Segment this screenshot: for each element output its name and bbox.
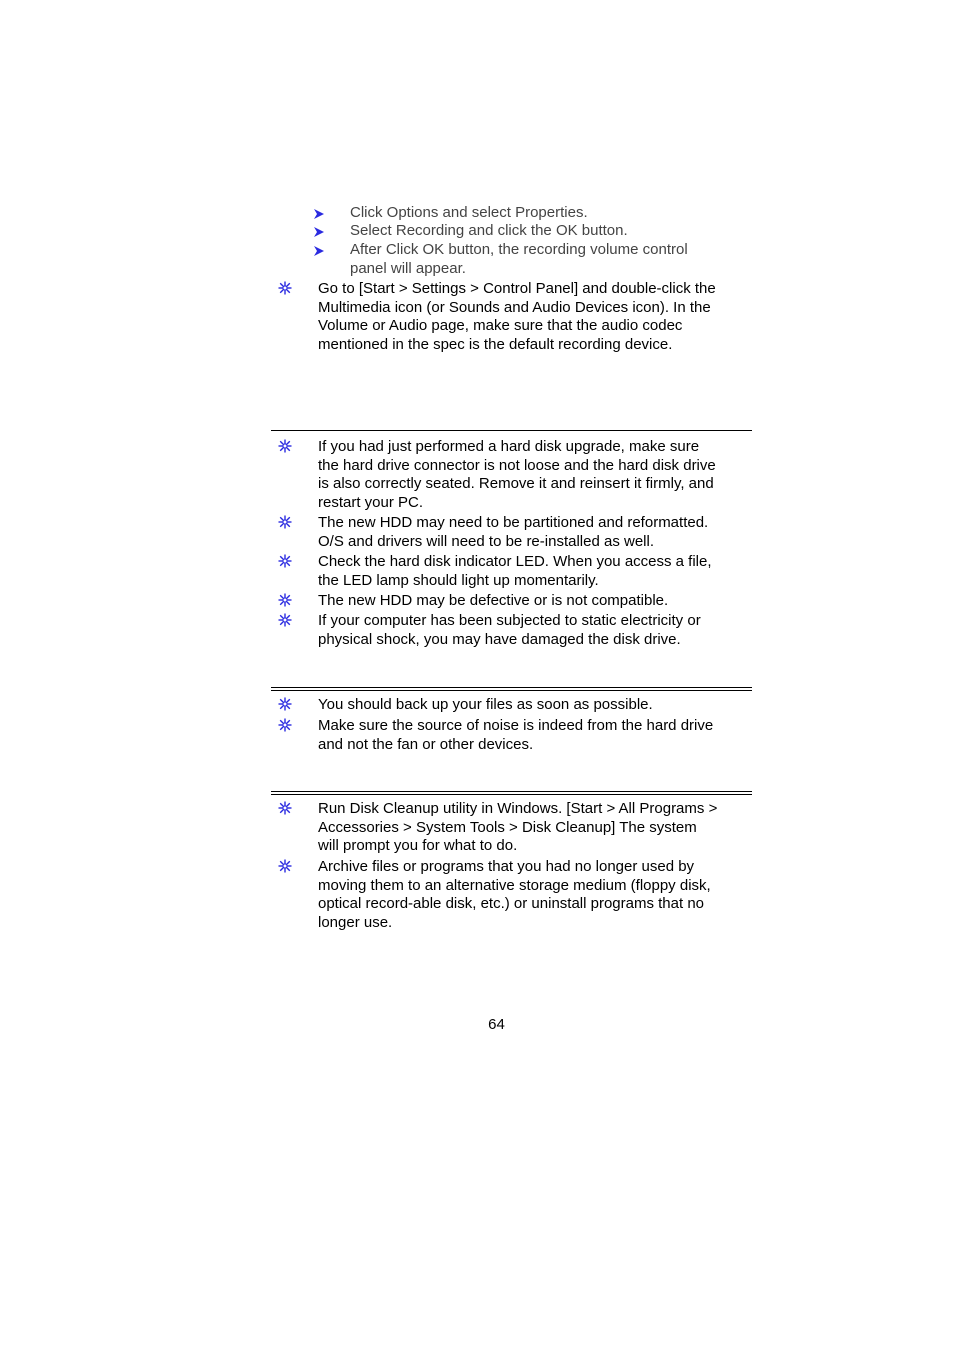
bullet-text: is also correctly seated. Remove it and reinsert it firmly, and [318,475,714,492]
asterisk-bullet-icon [278,281,292,295]
bullet-text: Make sure the source of noise is indeed from the hard drive [318,717,714,734]
bullet-text: Archive files or programs that you had no longer used by [318,858,695,875]
asterisk-bullet-icon [278,859,292,873]
bullet-text: If you had just performed a hard disk upgrade, make sure [318,438,700,455]
bullet-text: optical record-able disk, etc.) or uninstall programs that no [318,895,705,912]
bullet-text: Accessories > System Tools > Disk Cleanup] The system [318,818,697,836]
section-divider [271,430,752,431]
arrow-bullet-icon [313,226,325,238]
bullet-text: restart your PC. [318,493,424,511]
bullet-text: O/S and drivers will need to be re-installed as well. [318,532,654,550]
bullet-text: If your computer has been subjected to static electricity or [318,612,701,629]
bullet-text: and not the fan or other devices. [318,735,534,753]
bullet-text: The new HDD may be defective or is not compatible. [318,592,669,609]
bullet-text: mentioned in the spec is the default recording device. [318,335,673,353]
page-number: 64 [488,1016,505,1033]
bullet-text: Go to [Start > Settings > Control Panel] and double-click the [318,280,716,297]
bullet-text: longer use. [318,913,393,931]
bullet-text: moving them to an alternative storage medium (floppy disk, [318,876,711,894]
asterisk-bullet-icon [278,439,292,453]
sub-step-text: Select Recording and click the OK button. [350,222,628,239]
section-divider [271,791,752,795]
sub-step-text: After Click OK button, the recording volume control [350,241,688,258]
sub-step-text: Click Options and select Properties. [350,204,588,221]
section-divider [271,687,752,691]
bullet-text: Volume or Audio page, make sure that the audio codec [318,317,683,334]
bullet-text: You should back up your files as soon as possible. [318,696,653,713]
bullet-text: physical shock, you may have damaged the disk drive. [318,630,681,648]
asterisk-bullet-icon [278,613,292,627]
bullet-text: Check the hard disk indicator LED. When you access a file, [318,553,712,570]
bullet-text: Multimedia icon (or Sounds and Audio Devices icon). In the [318,298,711,316]
arrow-bullet-icon [313,245,325,257]
asterisk-bullet-icon [278,801,292,815]
asterisk-bullet-icon [278,554,292,568]
sub-step-text: panel will appear. [350,259,466,277]
asterisk-bullet-icon [278,718,292,732]
bullet-text: the hard drive connector is not loose and the hard disk drive [318,456,716,474]
bullet-text: the LED lamp should light up momentarily. [318,571,599,589]
bullet-text: will prompt you for what to do. [318,837,518,854]
bullet-text: The new HDD may need to be partitioned and reformatted. [318,514,709,531]
asterisk-bullet-icon [278,515,292,529]
arrow-bullet-icon [313,208,325,220]
bullet-text: Run Disk Cleanup utility in Windows. [Start > All Programs > [318,800,718,817]
asterisk-bullet-icon [278,697,292,711]
asterisk-bullet-icon [278,593,292,607]
